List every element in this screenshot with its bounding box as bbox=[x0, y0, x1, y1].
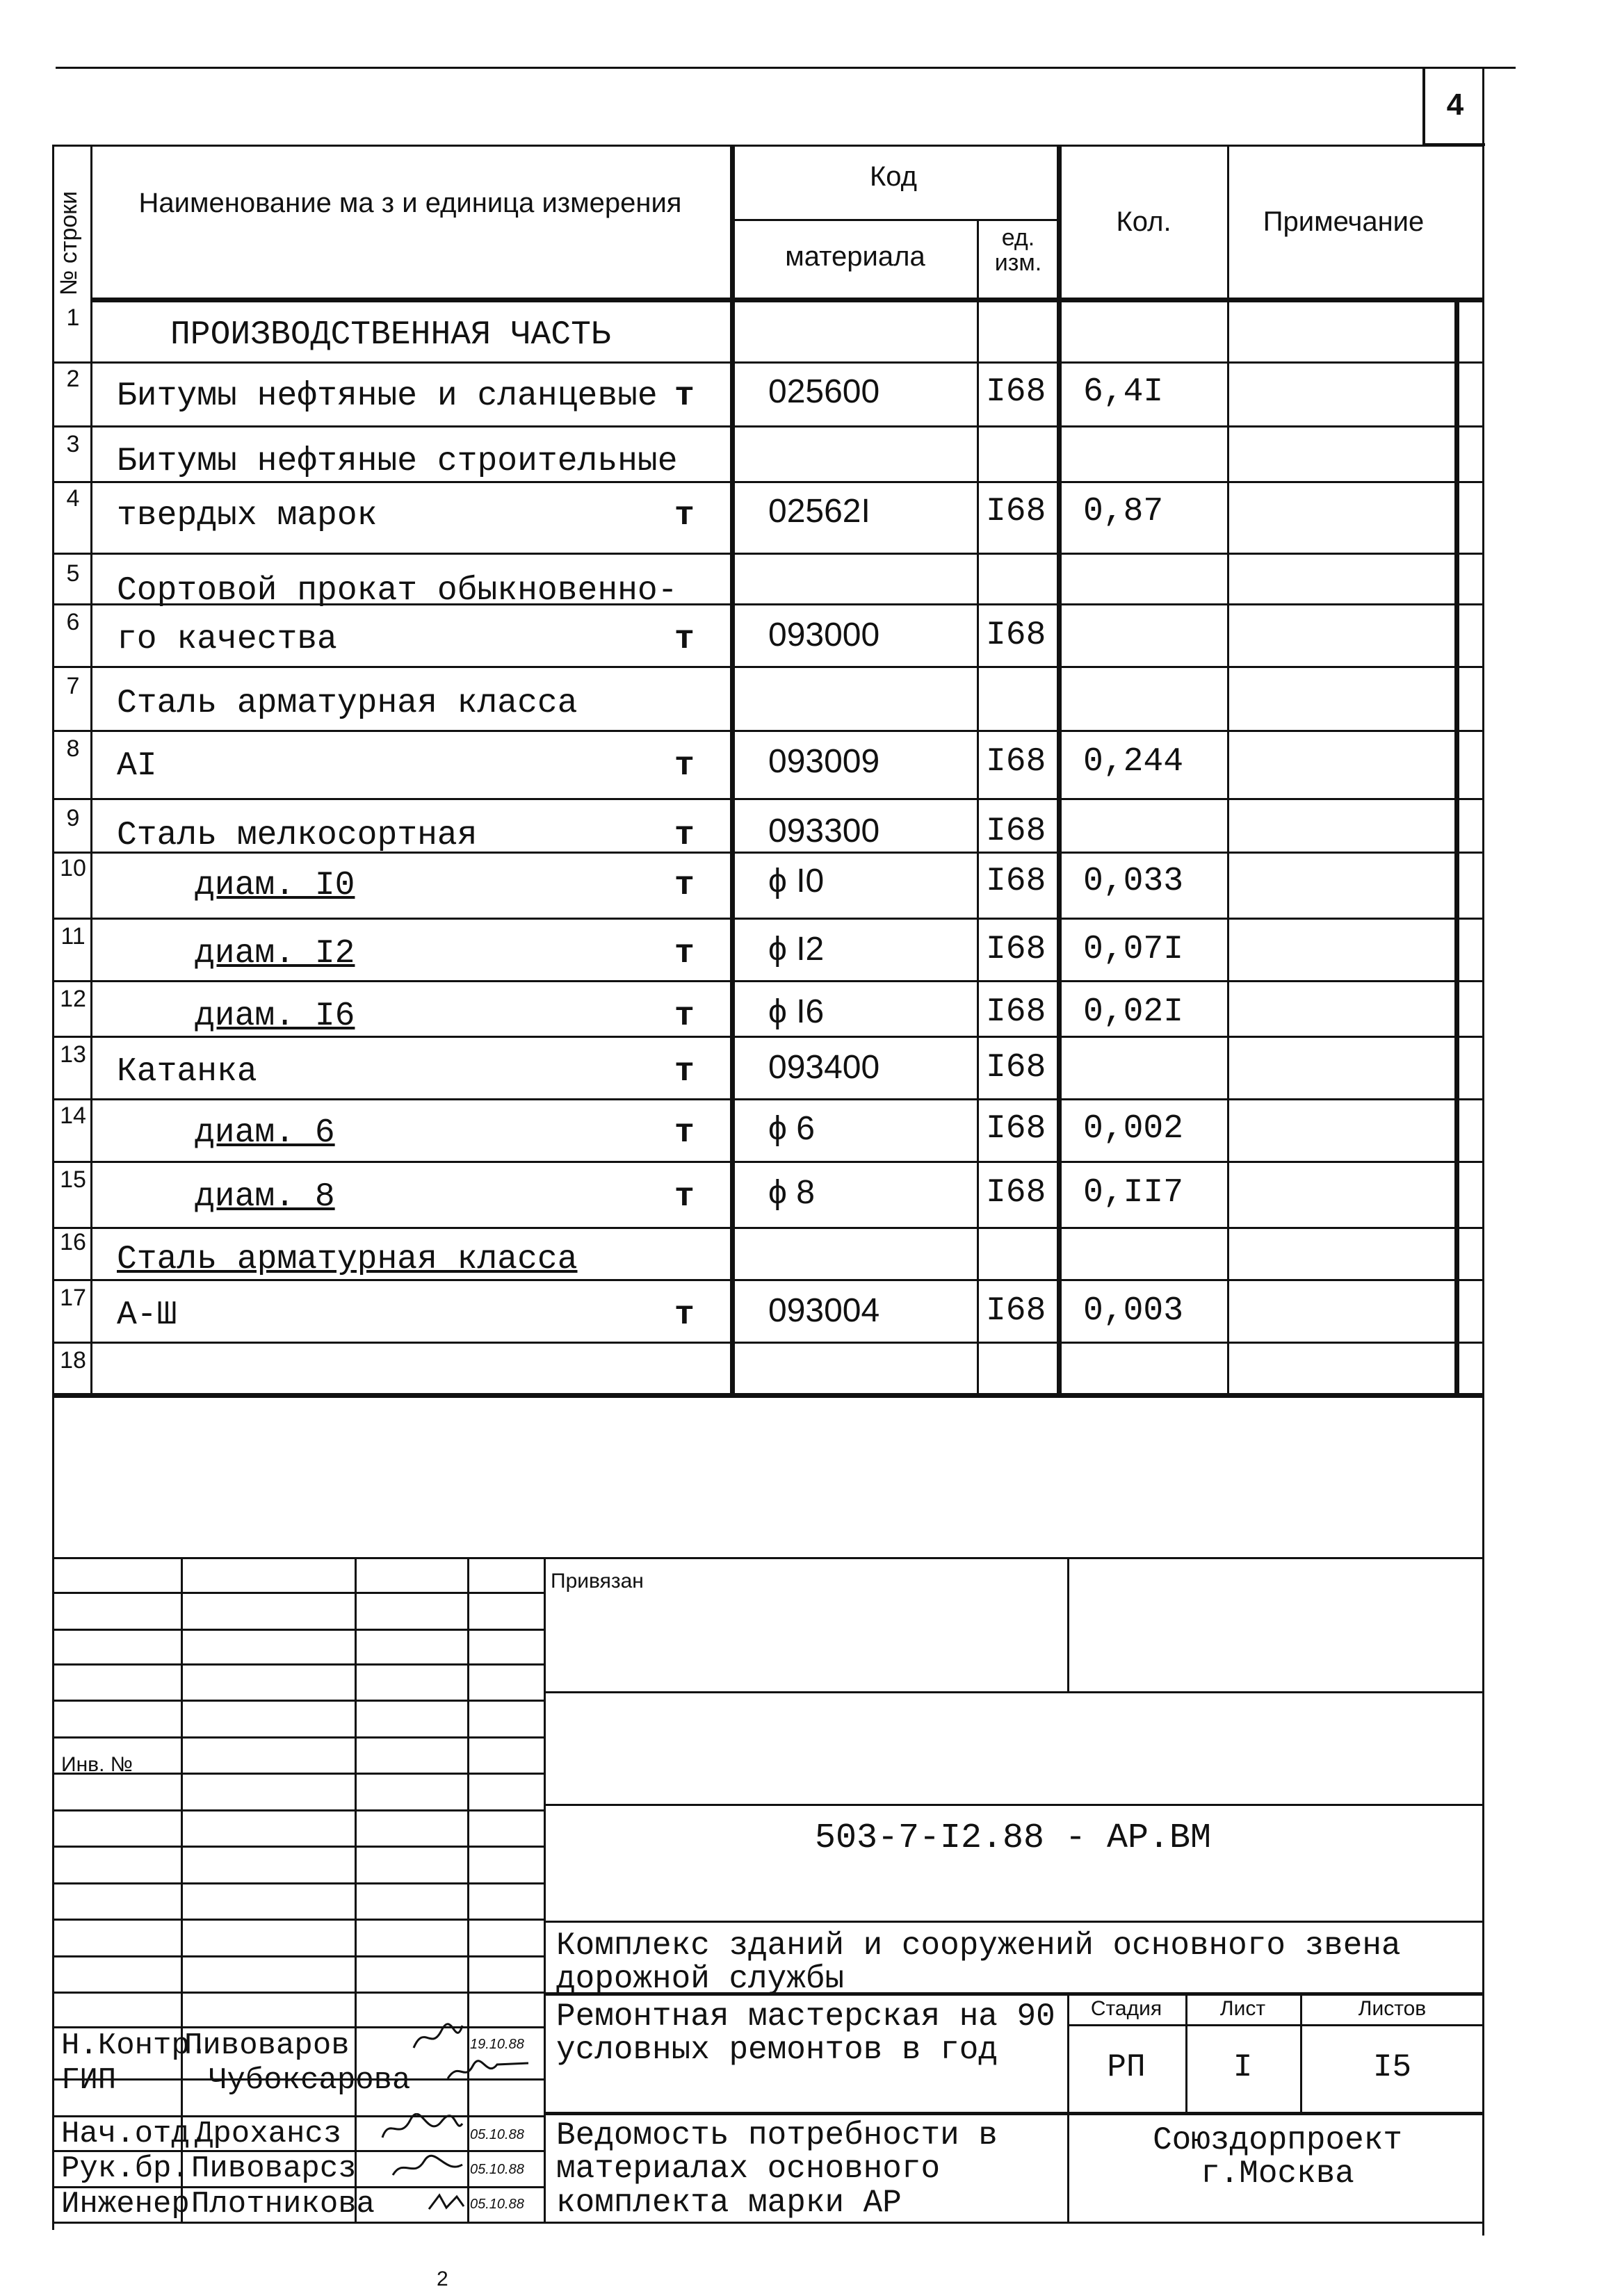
row-number: 1 bbox=[66, 304, 80, 331]
quantity: 0,02I bbox=[1083, 993, 1184, 1031]
measure-code: I68 bbox=[986, 1292, 1046, 1330]
material-code: 093400 bbox=[768, 1049, 880, 1086]
code-material-header: материала bbox=[785, 241, 925, 272]
signature-scribble bbox=[425, 2188, 467, 2216]
signature-scribble bbox=[379, 2113, 466, 2144]
row-number: 4 bbox=[66, 485, 80, 512]
material-name: Катанка bbox=[117, 1053, 257, 1091]
signature-date: 05.10.88 bbox=[470, 2127, 524, 2142]
signature-scribble bbox=[389, 2151, 466, 2182]
material-name: го качества bbox=[117, 621, 337, 658]
row-number: 7 bbox=[66, 673, 80, 699]
signature-scribble bbox=[445, 2058, 535, 2085]
material-name: диам. I6 bbox=[195, 998, 355, 1035]
signature-role: Инженер bbox=[61, 2187, 190, 2222]
row-number: 13 bbox=[60, 1041, 86, 1068]
row-number: 12 bbox=[60, 986, 86, 1012]
stage-label: Стадия bbox=[1090, 1997, 1162, 2020]
material-code: 093000 bbox=[768, 617, 880, 653]
sheet-value: I bbox=[1233, 2049, 1253, 2085]
material-name: диам. I0 bbox=[195, 867, 355, 904]
document-code: 503-7-I2.88 - АР.ВМ bbox=[814, 1818, 1212, 1858]
row-divider bbox=[52, 1393, 1482, 1398]
measure-code: I68 bbox=[986, 1174, 1046, 1212]
material-code: 025600 bbox=[768, 373, 880, 410]
material-name: Сталь мелкосортная bbox=[117, 817, 478, 854]
note-header: Примечание bbox=[1263, 206, 1425, 237]
row-number-header: № строки bbox=[56, 190, 82, 295]
row-number: 3 bbox=[66, 431, 80, 457]
signature-date: 05.10.88 bbox=[470, 2162, 524, 2177]
row-divider bbox=[52, 1161, 1482, 1163]
material-name: AI bbox=[117, 747, 157, 785]
row-divider bbox=[52, 553, 1482, 555]
quantity: 0,07I bbox=[1083, 931, 1184, 968]
sheets-label: Листов bbox=[1358, 1997, 1427, 2020]
material-code: ϕ I6 bbox=[768, 993, 825, 1030]
signature-role: Нач.отд. bbox=[61, 2117, 209, 2151]
sheet-title: Ведомость потребности в материалах основного комплекта марки АР bbox=[556, 2117, 998, 2221]
material-name: Сталь арматурная класса bbox=[117, 1241, 578, 1278]
quantity: 0,003 bbox=[1083, 1292, 1184, 1330]
row-divider bbox=[52, 361, 1482, 364]
quantity: 0,87 bbox=[1083, 493, 1164, 530]
signature-date: 19.10.88 bbox=[470, 2037, 524, 2052]
signature-date: 05.10.88 bbox=[470, 2197, 524, 2212]
row-divider bbox=[52, 918, 1482, 920]
material-unit: т bbox=[674, 497, 695, 535]
material-code: 093004 bbox=[768, 1292, 880, 1329]
material-unit: т bbox=[674, 1053, 695, 1091]
row-number: 15 bbox=[60, 1166, 86, 1193]
row-number: 10 bbox=[60, 855, 86, 881]
measure-code: I68 bbox=[986, 931, 1046, 968]
row-divider bbox=[52, 425, 1482, 428]
signature-scribble bbox=[410, 2020, 466, 2055]
signature-name: Пивоваров bbox=[184, 2028, 350, 2063]
material-unit: т bbox=[674, 1114, 695, 1152]
row-number: 2 bbox=[66, 366, 80, 392]
stage-value: РП bbox=[1107, 2049, 1146, 2085]
measure-code: I68 bbox=[986, 993, 1046, 1031]
signature-role: Рук.бр. bbox=[61, 2151, 190, 2186]
material-code: 02562I bbox=[768, 493, 870, 530]
row-number: 9 bbox=[66, 805, 80, 831]
material-name: Битумы нефтяные строительные bbox=[117, 443, 678, 480]
row-number: 16 bbox=[60, 1229, 86, 1255]
object-name: Ремонтная мастерская на 90 условных ремонтов в год bbox=[556, 1998, 1055, 2069]
measure-code: I68 bbox=[986, 373, 1046, 411]
organization: Союздорпроект г.Москва bbox=[1153, 2122, 1402, 2192]
material-unit: т bbox=[674, 747, 695, 785]
top-border bbox=[56, 67, 1516, 69]
sheet-label: Лист bbox=[1219, 1997, 1266, 2020]
material-name: Сортовой прокат обыкновенно- bbox=[117, 572, 678, 610]
row-divider bbox=[52, 1342, 1482, 1344]
measure-code: I68 bbox=[986, 1049, 1046, 1086]
signature-role: ГИП bbox=[61, 2063, 117, 2098]
row-divider bbox=[52, 730, 1482, 732]
row-number: 6 bbox=[66, 609, 80, 635]
quantity: 0,033 bbox=[1083, 863, 1184, 900]
material-code: ϕ 6 bbox=[768, 1110, 815, 1147]
project-name: Комплекс зданий и сооружений основного звена дорожной службы bbox=[556, 1928, 1401, 1998]
signature-name: Плотникова bbox=[191, 2187, 375, 2222]
material-name: диам. 8 bbox=[195, 1178, 335, 1216]
row-divider bbox=[52, 1279, 1482, 1281]
signature-name: Пивоварсз bbox=[191, 2151, 357, 2186]
row-number: 11 bbox=[60, 923, 86, 950]
row-number: 5 bbox=[66, 560, 80, 587]
material-code: ϕ I0 bbox=[768, 863, 825, 899]
material-unit: т bbox=[674, 1178, 695, 1216]
row-number: 18 bbox=[60, 1347, 86, 1374]
material-code: ϕ 8 bbox=[768, 1174, 815, 1211]
material-code: 093009 bbox=[768, 743, 880, 780]
row-number: 8 bbox=[66, 735, 80, 762]
material-name: Битумы нефтяные и сланцевые bbox=[117, 377, 658, 415]
material-name: ПРОИЗВОДСТВЕННАЯ ЧАСТЬ bbox=[170, 316, 611, 354]
measure-code: I68 bbox=[986, 813, 1046, 850]
material-name: диам. I2 bbox=[195, 935, 355, 972]
code-unit-header: ед. изм. bbox=[994, 225, 1042, 276]
row-divider bbox=[52, 666, 1482, 668]
measure-code: I68 bbox=[986, 743, 1046, 781]
measure-code: I68 bbox=[986, 617, 1046, 654]
quantity: 0,002 bbox=[1083, 1110, 1184, 1148]
material-unit: т bbox=[674, 935, 695, 972]
quantity: 0,II7 bbox=[1083, 1174, 1184, 1212]
material-code: 093300 bbox=[768, 813, 880, 849]
material-unit: т bbox=[674, 621, 695, 658]
row-divider bbox=[52, 1098, 1482, 1100]
signature-name: Чубоксарова bbox=[209, 2063, 411, 2098]
material-name: твердых марок bbox=[117, 497, 378, 535]
name-header: Наименование ма з и единица измерения bbox=[138, 188, 682, 218]
row-number: 17 bbox=[60, 1285, 86, 1311]
privyazan-label: Привязан bbox=[551, 1570, 644, 1593]
material-unit: т bbox=[674, 817, 695, 854]
material-name: A-Ш bbox=[117, 1296, 177, 1334]
signature-name: Дрохансз bbox=[195, 2117, 342, 2151]
material-unit: т bbox=[674, 867, 695, 904]
sheets-value: I5 bbox=[1372, 2049, 1412, 2085]
material-unit: т bbox=[674, 377, 695, 415]
inv-no-label: Инв. № bbox=[61, 1753, 133, 1776]
footer-mark: 2 bbox=[437, 2267, 448, 2290]
row-divider bbox=[52, 798, 1482, 800]
row-divider bbox=[52, 1227, 1482, 1229]
quantity: 6,4I bbox=[1083, 373, 1164, 411]
row-divider bbox=[52, 980, 1482, 982]
page-number: 4 bbox=[1422, 67, 1485, 146]
measure-code: I68 bbox=[986, 493, 1046, 530]
measure-code: I68 bbox=[986, 863, 1046, 900]
row-divider bbox=[52, 1036, 1482, 1038]
signature-role: Н.Контр. bbox=[61, 2028, 209, 2063]
material-name: Сталь арматурная класса bbox=[117, 685, 578, 722]
material-code: ϕ I2 bbox=[768, 931, 825, 968]
code-header: Код bbox=[869, 161, 917, 192]
material-unit: т bbox=[674, 998, 695, 1035]
qty-header: Кол. bbox=[1116, 206, 1171, 237]
measure-code: I68 bbox=[986, 1110, 1046, 1148]
row-divider bbox=[52, 481, 1482, 483]
row-number: 14 bbox=[60, 1102, 86, 1129]
material-name: диам. 6 bbox=[195, 1114, 335, 1152]
quantity: 0,244 bbox=[1083, 743, 1184, 781]
material-unit: т bbox=[674, 1296, 695, 1334]
